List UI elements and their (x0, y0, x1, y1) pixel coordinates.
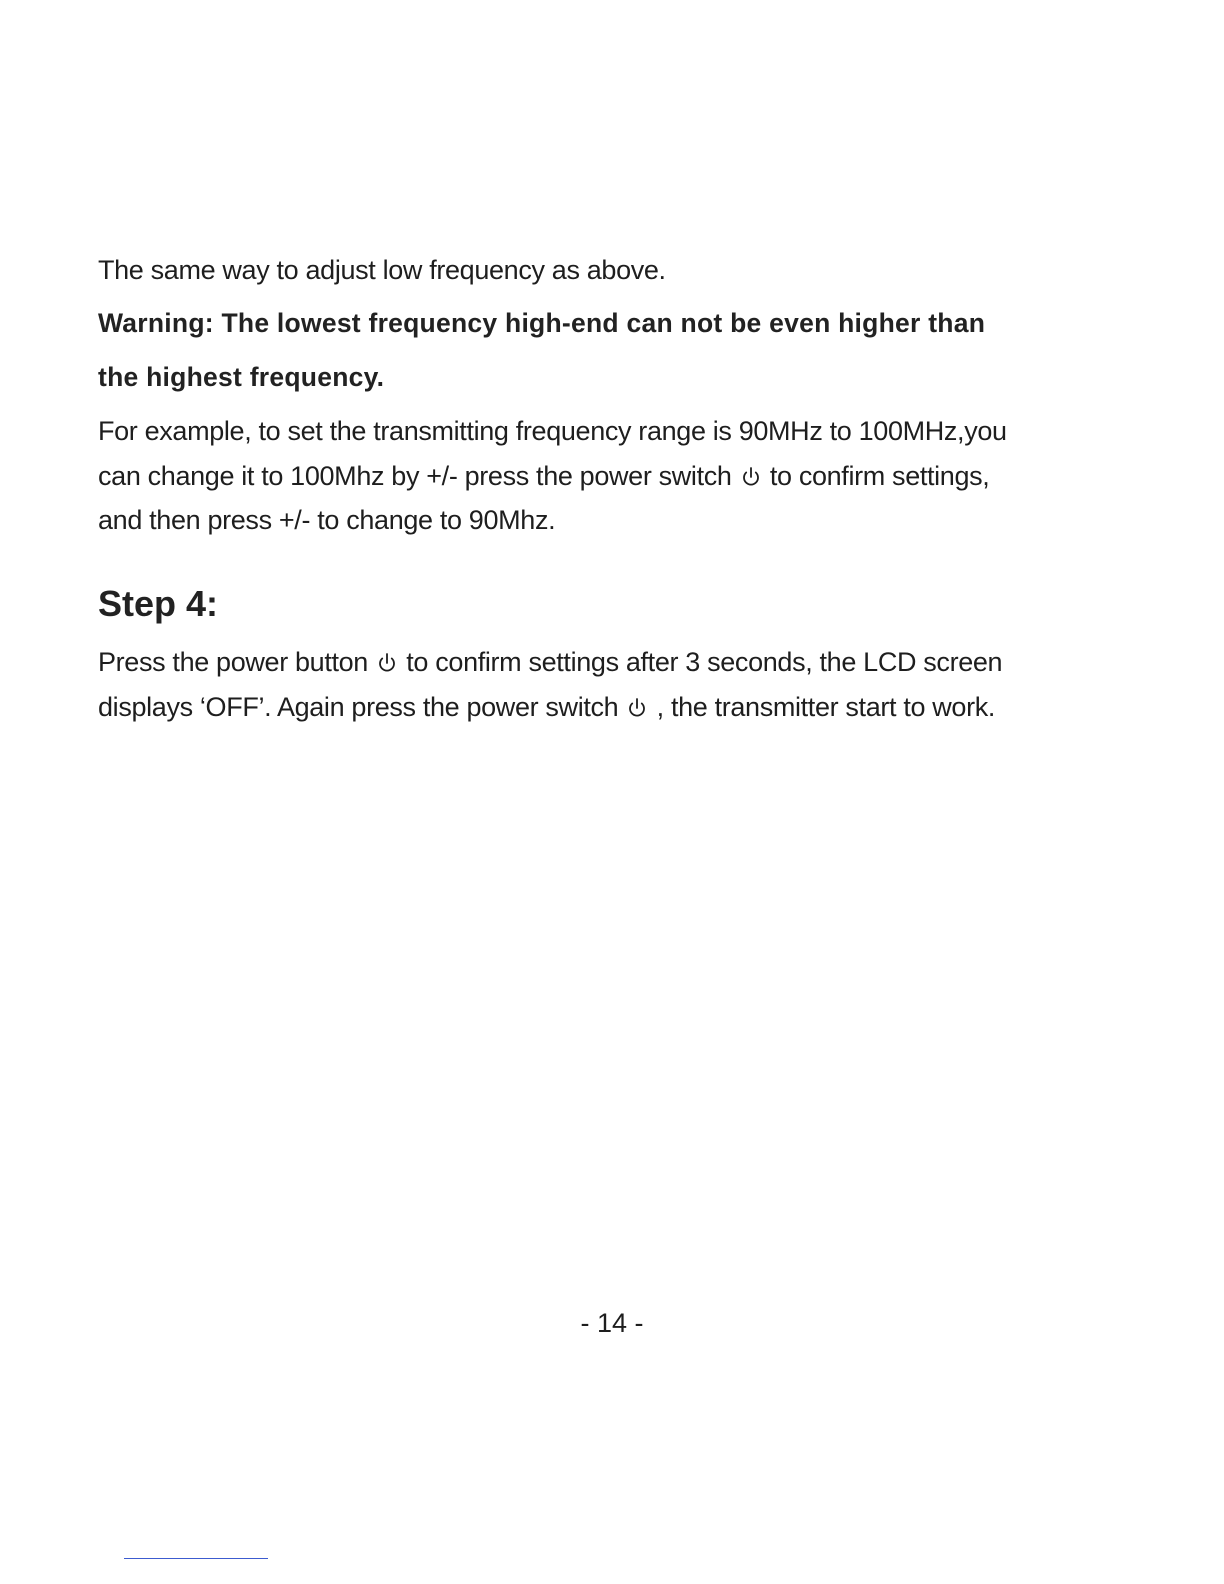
power-icon (377, 652, 397, 674)
step-4-line-2-text-a: displays ‘OFF’. Again press the power switch (98, 692, 619, 722)
step-4-line-2-text-b: , the transmitter start to work. (656, 692, 996, 722)
step-4-line-1-text-b: to confirm settings after 3 seconds, the LCD screen (406, 647, 1003, 677)
step-4-heading: Step 4: (98, 583, 219, 624)
power-icon (627, 697, 647, 719)
example-line-3: and then press +/- to change to 90Mhz. (98, 505, 556, 535)
warning-line-1: Warning: The lowest frequency high-end can not be even higher than (98, 308, 986, 338)
page-number: - 14 - (580, 1308, 644, 1338)
footer-divider (124, 1558, 268, 1559)
example-line-1: For example, to set the transmitting frequency range is 90MHz to 100MHz,you (98, 416, 1007, 446)
example-line-2-text-b: to confirm settings, (769, 461, 990, 491)
warning-line-2: the highest frequency. (98, 362, 385, 392)
example-line-2-text-a: can change it to 100Mhz by +/- press the power switch (98, 461, 732, 491)
intro-text: The same way to adjust low frequency as above. (98, 255, 666, 285)
step-4-line-1-text-a: Press the power button (98, 647, 368, 677)
power-icon (741, 466, 761, 488)
example-line-2 (98, 459, 989, 493)
step-4-line-1 (98, 645, 1002, 679)
step-4-line-2 (98, 690, 995, 724)
